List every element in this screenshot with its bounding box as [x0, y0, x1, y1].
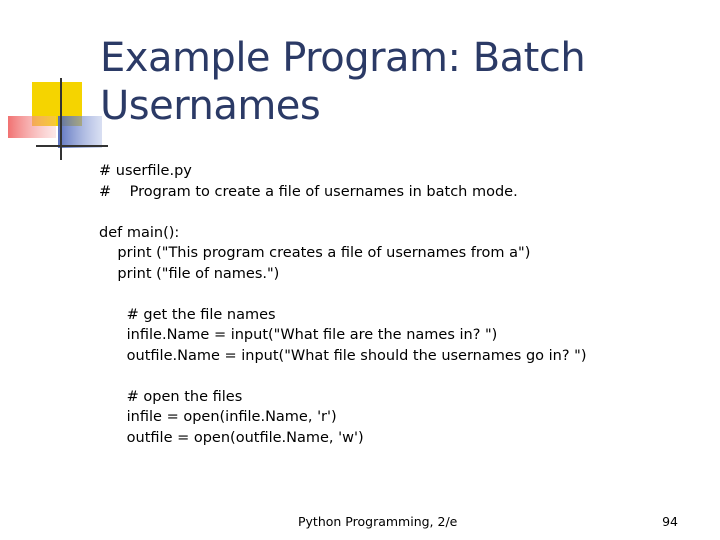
blue-square — [58, 116, 102, 148]
code-line: print ("This program creates a file of usernames from a") — [99, 245, 531, 261]
code-line — [99, 202, 699, 223]
code-line: infile = open(infile.Name, 'r') — [99, 409, 337, 425]
title-line-2: Usernames — [100, 83, 321, 129]
code-line: outfile.Name = input("What file should the usernames go in? ") — [99, 347, 587, 364]
code-line: # Program to create a file of usernames in batch mode. — [99, 183, 518, 200]
code-line: print ("file of names.") — [99, 265, 280, 282]
code-line: def main(): — [99, 224, 180, 241]
title-line-1: Example Program: Batch — [100, 35, 586, 81]
code-line: outfile = open(outfile.Name, 'w') — [99, 429, 364, 446]
footer-text: Python Programming, 2/e — [298, 514, 458, 529]
code-line — [99, 284, 699, 305]
slide-title — [100, 34, 700, 130]
code-line: # get the file names — [99, 306, 276, 323]
code-listing — [99, 161, 699, 448]
red-bar — [8, 116, 56, 138]
page-number: 94 — [662, 514, 678, 529]
code-line: # open the files — [99, 388, 243, 405]
code-line: # userfile.py — [99, 163, 192, 179]
code-line: infile.Name = input("What file are the names in? ") — [99, 327, 498, 343]
decorative-squares-graphic — [0, 0, 110, 170]
code-line — [99, 366, 699, 387]
